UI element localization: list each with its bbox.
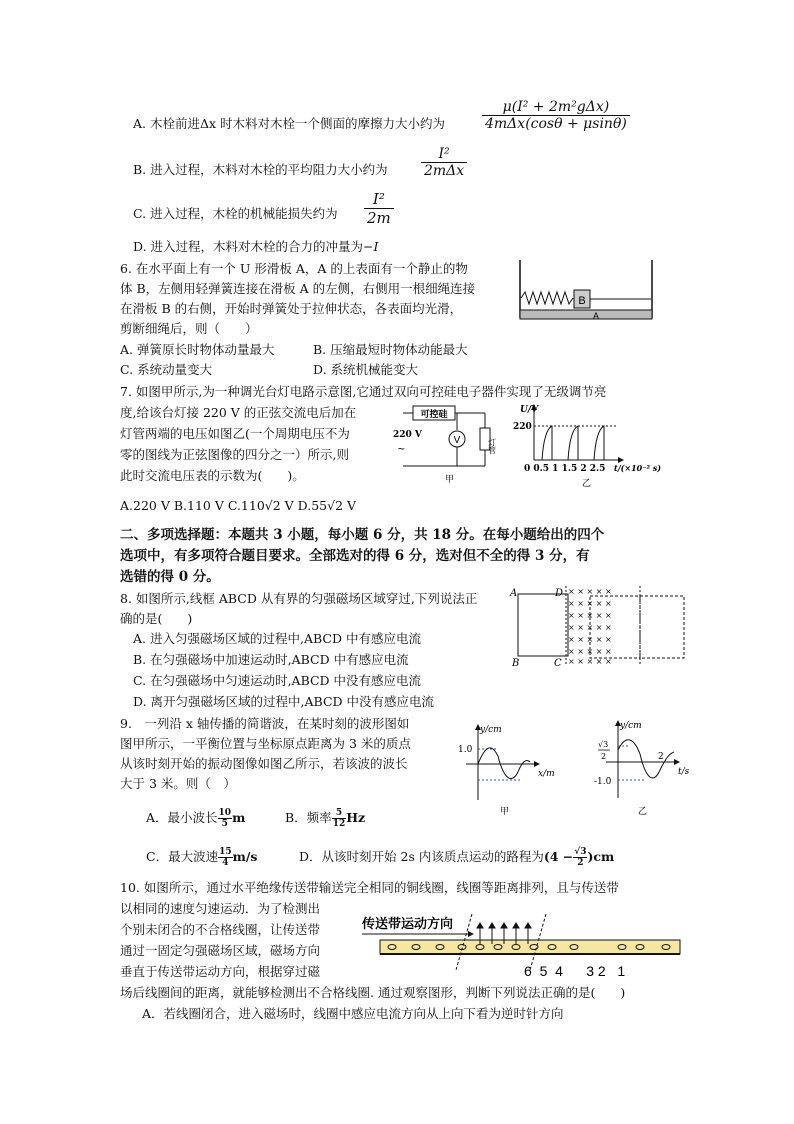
y-axis-label: y/cm (480, 725, 502, 735)
y-axis-label: y/cm (620, 721, 642, 731)
q5-b-denominator: 2mΔx (424, 163, 465, 179)
fig-yi-caption: 乙 (582, 479, 592, 488)
q9-figure-jia (452, 718, 560, 818)
q5-option-a: A. 木栓前进Δx 时木料对木栓一个侧面的摩擦力大小约为 (133, 116, 446, 131)
q8-stem-line2: 确的是( ) (120, 611, 193, 626)
q10-stem-line4: 通过一固定匀强磁场区域，磁场方向 (120, 943, 321, 958)
q5-a-denominator: 4mΔx(cosθ + μsinθ) (485, 116, 627, 132)
q5-option-c-formula (364, 190, 394, 227)
amplitude-label: 1.0 (458, 745, 473, 755)
q7-stem-line3: 灯管两端的电压如图乙(一个周期电压不为 (120, 426, 350, 441)
q5-option-c: C. 进入过程，木栓的机械能损失约为 (133, 206, 338, 221)
q10-stem-line1: 10. 如图所示，通过水平绝缘传送带输送完全相同的铜线圈，线圈等距离排列，且与传送带 (120, 880, 619, 895)
label-a: A (593, 311, 600, 321)
q7-figure-jia (393, 402, 505, 486)
corner-b: B (512, 658, 520, 668)
y-top-num: √3 (598, 740, 609, 749)
q7-stem-line1: 7. 如图甲所示,为一种调光台灯电路示意图,它通过双向可控硅电子器件实现了无级调节亮 (120, 384, 607, 399)
corner-d: D (555, 588, 564, 599)
magnetic-field-crosses (568, 587, 612, 666)
q5-c-denominator: 2m (367, 209, 391, 227)
q9-stem-line3: 从该时刻开始的振动图像如图乙所示，若该波的波长 (120, 756, 408, 771)
q6-stem-line4: 剪断细绳后，则（ ） (120, 321, 258, 336)
q9-stem-line4: 大于 3 米。则（ ） (120, 776, 236, 791)
fig-yi-caption: 乙 (638, 807, 648, 817)
q5-option-b: B. 进入过程，木料对木栓的平均阻力大小约为 (133, 162, 388, 177)
q10-stem-line2: 以相同的速度匀速运动．为了检测出 (120, 901, 321, 916)
section2-heading-line1: 二、多项选择题：本题共 3 小题，每小题 6 分，共 18 分。在每小题给出的四个 (120, 527, 605, 543)
corner-c: C (554, 658, 562, 668)
q9-stem-line2: 图甲所示，一平衡位置与坐标原点距离为 3 米的质点 (120, 736, 411, 751)
q7-stem-line2: 度,给该台灯接 220 V 的正弦交流电后加在 (120, 405, 357, 420)
q6-stem-line3: 在滑板 B 的右侧，开始时弹簧处于拉伸状态，各表面均光滑， (120, 301, 463, 316)
svg-text:× × × × ×: × × × × × (568, 635, 612, 644)
label-b: B (578, 295, 586, 307)
section2-heading-line3: 选错的得 0 分。 (120, 569, 220, 585)
q6-stem-line2: 体 B，左侧用轻弹簧连接在滑板 A 的左侧，右侧用一根细绳连接 (120, 281, 476, 296)
section2-heading-line2: 选项中，有多项符合题目要求。全部选对的得 6 分，选对但不全的得 3 分，有 (120, 548, 590, 564)
u-axis-label: U/V (520, 405, 539, 415)
y-bottom-label: -1.0 (594, 777, 612, 787)
t-axis-ticks: 0 0.5 1 1.5 2 2.5 (524, 464, 606, 474)
q8-option-b: B. 在匀强磁场中加速运动时,ABCD 中有感应电流 (133, 652, 409, 667)
q5-option-b-formula (421, 146, 467, 179)
q6-option-a: A. 弹簧原长时物体动量最大 (120, 342, 275, 357)
q5-option-a-formula (482, 99, 630, 132)
q7-figure-yi (512, 398, 672, 488)
svg-text:× × × × ×: × × × × × (568, 611, 612, 620)
svg-text:× × × × ×: × × × × × (568, 623, 612, 632)
x-axis-label: x/m (538, 769, 555, 779)
q5-b-numerator: I² (421, 146, 467, 163)
svg-text:× × × × ×: × × × × × (568, 657, 612, 666)
t-axis-unit: t/(×10⁻² s) (614, 463, 662, 473)
u-220-label: 220 (513, 422, 532, 432)
q6-option-c: C. 系统动量变大 (120, 362, 213, 377)
svg-text:× × × × ×: × × × × × (568, 647, 612, 656)
q10-stem-line5: 垂直于传送带运动方向，根据穿过磁 (120, 964, 321, 979)
q6-stem-line1: 6. 在水平面上有一个 U 形滑板 A，A 的上表面有一个静止的物 (120, 261, 468, 276)
q8-stem-line1: 8. 如图所示,线框 ABCD 从有界的匀强磁场区域穿过,下列说法正 (120, 591, 478, 606)
q8-option-c: C. 在匀强磁场中匀速运动时,ABCD 中没有感应电流 (133, 673, 422, 688)
q9-option-c: C．最大波速 $\frac{15}{4}$ m/s (146, 847, 258, 868)
coil-numbers: 6 5 4 3 2 1 (524, 963, 626, 979)
q5-c-numerator: I² (364, 190, 394, 209)
q6-option-d: D. 系统机械能变大 (313, 362, 419, 377)
t-2-label: 2 (658, 752, 664, 762)
q9-stem-line1: 9. 一列沿 x 轴传播的简谐波，在某时刻的波形图如 (120, 716, 410, 731)
q10-option-a: A．若线圈闭合，进入磁场时，线圈中感应电流方向从上向下看为逆时针方向 (142, 1006, 564, 1021)
corner-a: A (510, 588, 518, 599)
q8-figure (508, 584, 690, 668)
q10-stem-line3: 个别未闭合的不合格线圈，让传送带 (120, 922, 321, 937)
q7-stem-line5: 此时交流电压表的示数为( )。 (120, 468, 305, 483)
q7-options: A.220 V B.110 V C.110√2 V D.55√2 V (120, 498, 357, 513)
voltmeter-icon: V (453, 435, 461, 446)
q10-stem-line6: 场后线圈间的距离，就能够检测出不合格线圈. 通过观察图形，判断下列说法正确的是( ) (120, 985, 626, 1000)
q9-option-d: D．从该时刻开始 2s 内该质点运动的路程为(4 − $\frac{√3}{2}$ )cm (299, 847, 615, 868)
ac-symbol: ~ (397, 444, 406, 455)
q9-figure-yi (588, 714, 696, 818)
y-top-den: 2 (601, 752, 607, 761)
svg-text:× × × × ×: × × × × × (568, 599, 612, 608)
q5-a-numerator: μ(I² + 2m²gΔx) (482, 99, 630, 116)
q9-option-b: B．频率 $\frac{5}{12}$ Hz (285, 808, 366, 829)
fig-jia-caption: 甲 (445, 475, 455, 485)
t-axis-label: t/s (678, 767, 690, 777)
q6-option-b: B. 压缩最短时物体动能最大 (313, 342, 468, 357)
lamp-label: 灯管 (487, 438, 497, 454)
q6-figure (517, 258, 657, 324)
scr-box-label: 可控硅 (420, 410, 448, 420)
q8-option-a: A. 进入匀强磁场区域的过程中,ABCD 中有感应电流 (133, 631, 421, 646)
fig-jia-caption: 甲 (500, 807, 510, 817)
q9-option-a: A．最小波长 $\frac{10}{5}$ m (146, 808, 246, 829)
source-voltage-label: 220 V (393, 430, 422, 440)
q7-stem-line4: 零的图线为正弦图像的四分之一）所示,则 (120, 447, 349, 462)
q10-conveyor-figure (352, 912, 688, 982)
q5-option-d: D. 进入过程，木料对木栓的合力的冲量为−I (133, 239, 379, 254)
q8-option-d: D. 离开匀强磁场区域的过程中,ABCD 中没有感应电流 (133, 694, 435, 709)
conveyor-direction-label: 传送带运动方向 (362, 917, 454, 932)
svg-text:× × × × ×: × × × × × (568, 587, 612, 596)
